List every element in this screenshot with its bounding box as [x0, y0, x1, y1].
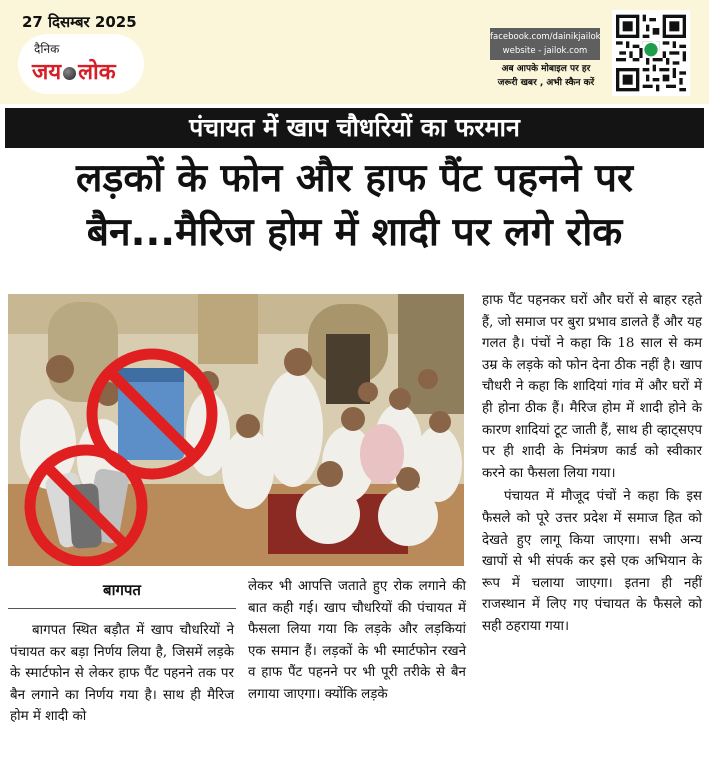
body-paragraph: पंचायत में मौजूद पंचों ने कहा कि इस फैसले को पूरे उत्तर प्रदेश में समाज हित को देखते हुए लागू किया जाएगा। सभी अन्य खापों से भी संपर्क कर इसे एक अभियान के रूप में चलाया जाएगा। इतना ही नहीं राजस्थान में लिए गए पंचायत के फैसले को सही ठहराया गया। [482, 489, 702, 634]
facebook-link[interactable]: facebook.com/dainikjailok [490, 32, 601, 42]
masthead [0, 0, 709, 104]
body-paragraph: हाफ पैंट पहनकर घरों और घरों से बाहर रहते हैं, जो समाज पर बुरा प्रभाव डालते हैं और यह गलत है। पंचों ने कहा कि 18 साल से कम उम्र के लड़के को फोन देना ठीक नहीं है। खाप चौधरी ने कहा कि शादियां गांव में और घरों में ही होना ठीक हैं। मैरिज होम में शादी होने के कारण शादियां टूट जाती हैं, साथ ही व्हाट्सएप पर ही शादी के निमंत्रण कार्ड को स्वीकार करने का फैसला लिया गया। [482, 293, 702, 481]
dateline-divider [8, 608, 236, 609]
scan-note [486, 62, 606, 90]
social-links [490, 28, 600, 60]
logo-small-text: दैनिक [34, 42, 60, 56]
logo-word-2: लोक [78, 60, 116, 85]
kicker-banner: पंचायत में खाप चौधरियों का फरमान [5, 108, 704, 148]
newspaper-logo [18, 34, 144, 94]
body-paragraph: लेकर भी आपत्ति जताते हुए रोक लगाने की बात कही गई। खाप चौधरियों की पंचायत में फैसला लिया गया कि लड़के और लड़कियां एक समान हैं। लड़कों के भी स्मार्टफोन रखने व हाफ पैंट पहनने पर भी पूरी तरीके से बैन लगाया जाएगा। क्योंकि लड़के [248, 579, 466, 702]
qr-code-image [616, 14, 686, 92]
globe-icon [63, 67, 76, 80]
panchayat-photo [8, 294, 464, 566]
headline-line-1: लड़कों के फोन और हाफ पैंट पहनने पर [76, 156, 633, 201]
dateline: बागपत [103, 581, 141, 599]
logo-wordmark [32, 56, 116, 86]
body-column-1 [10, 620, 234, 728]
body-paragraph: बागपत स्थित बड़ौत में खाप चौधरियों ने पंचायत कर बड़ा निर्णय लिया है, जिसमें लड़के के स्मार्टफोन से लेकर हाफ पैंट पहनने तक पर बैन लगाने का निर्णय गया है। साथ ही मैरिज होम में शादी को [10, 623, 234, 725]
body-column-3 [482, 290, 702, 638]
qr-code[interactable] [612, 10, 690, 96]
body-column-2 [248, 576, 466, 706]
logo-word-1: जय [32, 60, 62, 85]
website-link[interactable]: website - jailok.com [502, 46, 588, 56]
photo-illustration [8, 294, 464, 566]
issue-date: 27 दिसम्बर 2025 [22, 13, 137, 31]
scan-note-line-1: अब आपके मोबाइल पर हर [501, 64, 591, 74]
headline [5, 152, 704, 260]
scan-note-line-2: जरूरी खबर , अभी स्कैन करें [497, 78, 595, 88]
headline-line-2: बैन...मैरिज होम में शादी पर लगे रोक [86, 210, 623, 255]
